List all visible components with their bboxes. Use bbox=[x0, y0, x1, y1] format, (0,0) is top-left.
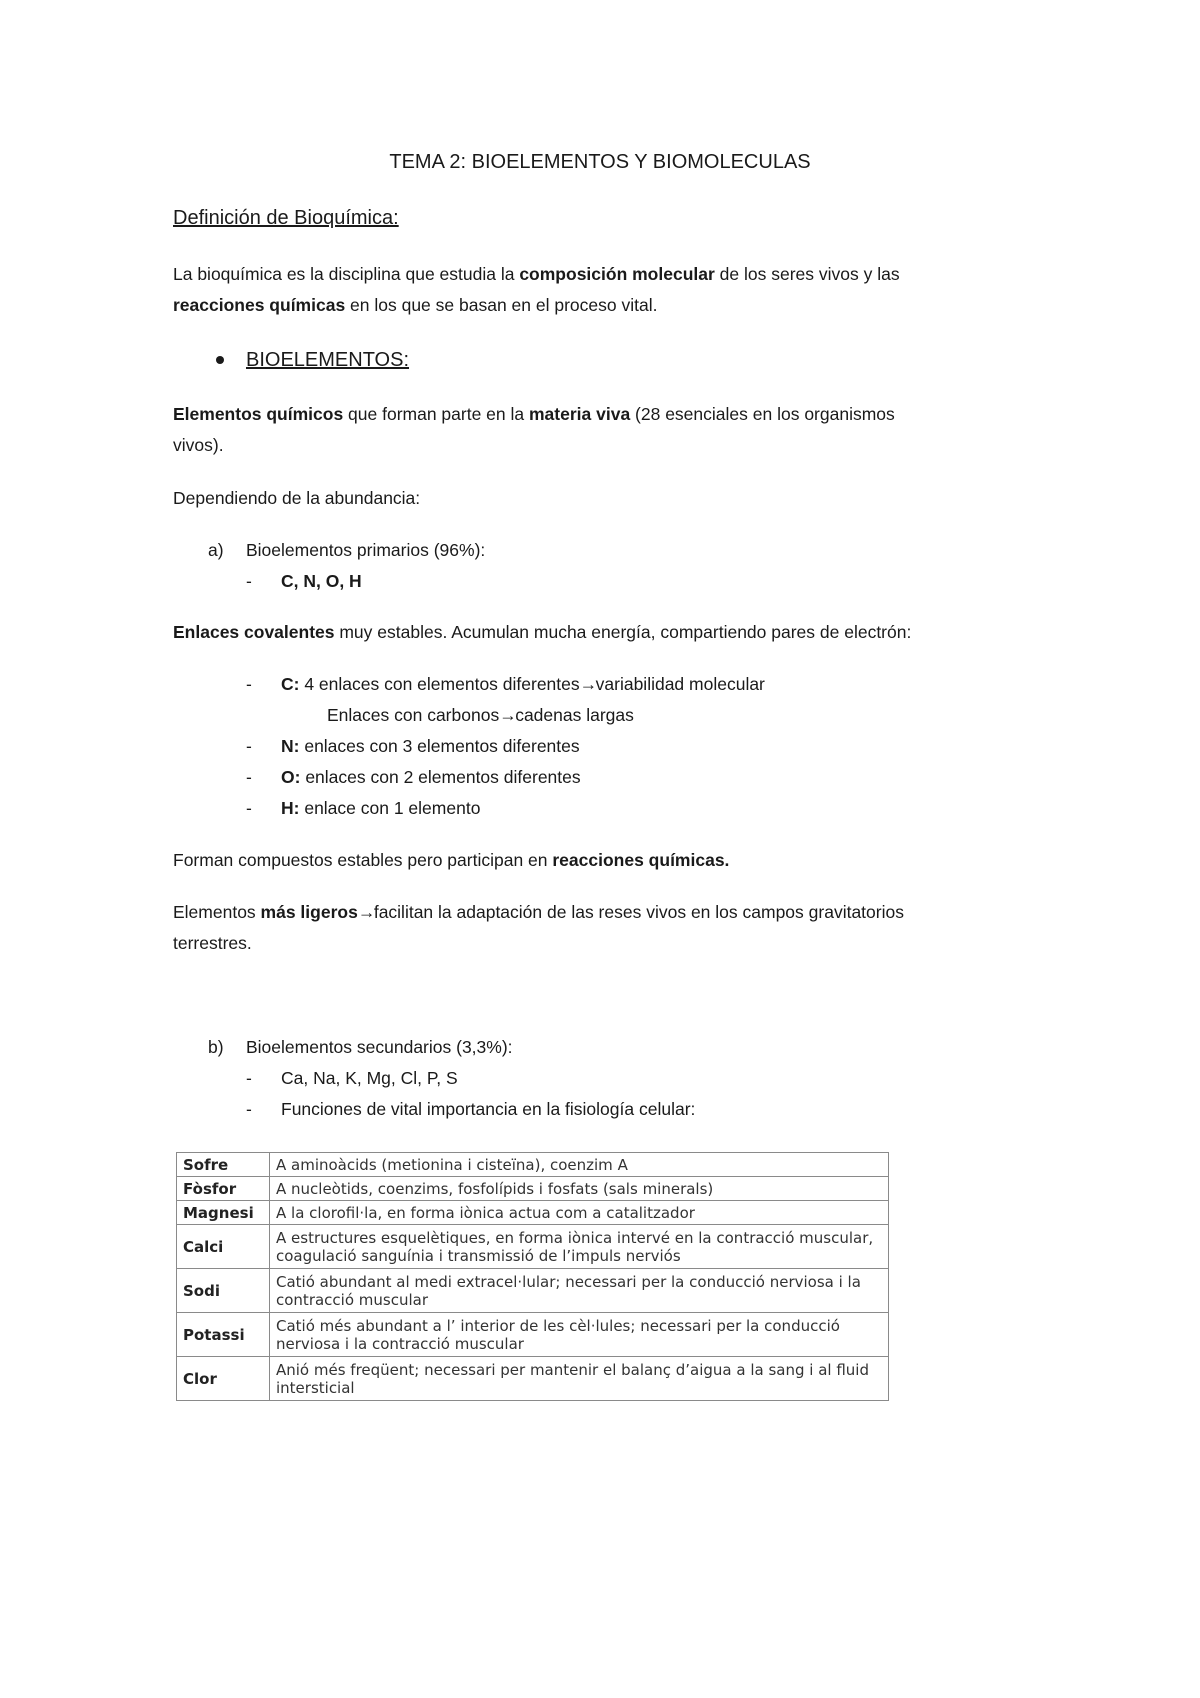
text-run: enlaces con 3 elementos diferentes bbox=[299, 736, 580, 756]
secundarios-elements: Ca, Na, K, Mg, Cl, P, S bbox=[281, 1068, 458, 1088]
table-cell-function: A nucleòtids, coenzims, fosfolípids i fosfats (sals minerals) bbox=[270, 1177, 889, 1201]
table-cell-function: A aminoàcids (metionina i cisteïna), coenzim A bbox=[270, 1153, 889, 1177]
forman-line bbox=[173, 848, 729, 872]
bioelementos-intro-line-1 bbox=[173, 402, 895, 426]
table-cell-element: Potassi bbox=[177, 1313, 270, 1357]
text-run: (28 esenciales en los organismos bbox=[630, 404, 895, 424]
text-run: 4 enlaces con elementos diferentes bbox=[299, 674, 580, 694]
bold-run: N: bbox=[281, 736, 300, 756]
text-run: de los seres vivos y las bbox=[714, 264, 900, 284]
dash-marker: - bbox=[246, 798, 252, 818]
table-cell-function: Catió abundant al medi extracel·lular; necessari per la conducció nerviosa i la contracció muscular bbox=[270, 1269, 889, 1313]
bold-run: C, N, O, H bbox=[281, 571, 362, 591]
bold-run: composición molecular bbox=[519, 264, 715, 284]
dash-marker: - bbox=[246, 1099, 252, 1119]
dash-marker: - bbox=[246, 767, 252, 787]
table-cell-function: Anió més freqüent; necessari per mantenir el balanç d’aigua a la sang i al fluid intersticial bbox=[270, 1357, 889, 1401]
text-run: variabilidad molecular bbox=[595, 674, 765, 694]
text-run: Forman compuestos estables pero participan en bbox=[173, 850, 553, 870]
bold-run: Enlaces covalentes bbox=[173, 622, 335, 642]
enlaces-covalentes-line bbox=[173, 620, 911, 644]
text-run: Enlaces con carbonos bbox=[327, 705, 500, 725]
text-run: enlaces con 2 elementos diferentes bbox=[300, 767, 581, 787]
arrow-right-icon: → bbox=[357, 902, 376, 922]
table-cell-element: Sodi bbox=[177, 1269, 270, 1313]
definition-paragraph-line-2 bbox=[173, 293, 657, 317]
bold-run: reacciones químicas. bbox=[552, 850, 730, 870]
ligeros-line-1 bbox=[173, 900, 904, 924]
secundarios-label: Bioelementos secundarios (3,3%): bbox=[246, 1037, 513, 1057]
dash-marker: - bbox=[246, 736, 252, 756]
text-run: cadenas largas bbox=[515, 705, 634, 725]
bioelements-function-table bbox=[176, 1152, 889, 1401]
bioelementos-intro-line-2: vivos). bbox=[173, 435, 224, 455]
table-row bbox=[177, 1225, 889, 1269]
table-cell-element: Fòsfor bbox=[177, 1177, 270, 1201]
list-item-oxygen bbox=[281, 765, 581, 789]
bioelementos-heading: BIOELEMENTOS: bbox=[246, 349, 410, 371]
arrow-right-icon: → bbox=[579, 674, 598, 694]
dash-marker: - bbox=[246, 1068, 252, 1088]
table-cell-function: Catió més abundant a l’ interior de les cèl·lules; necessari per la conducció nerviosa i la contracció muscular bbox=[270, 1313, 889, 1357]
text-run: en los que se basan en el proceso vital. bbox=[345, 295, 658, 315]
page-title: TEMA 2: BIOELEMENTOS Y BIOMOLECULAS bbox=[389, 151, 811, 173]
list-item-carbon bbox=[281, 672, 765, 696]
table-cell-element: Magnesi bbox=[177, 1201, 270, 1225]
ligeros-line-2: terrestres. bbox=[173, 933, 252, 953]
table-row bbox=[177, 1177, 889, 1201]
bold-run: materia viva bbox=[529, 404, 631, 424]
text-run: que forman parte en la bbox=[343, 404, 529, 424]
text-run: Elementos bbox=[173, 902, 261, 922]
table-cell-function: A estructures esquelètiques, en forma iònica intervé en la contracció muscular, coagulació sanguínia i transmissió de l’impuls nerviós bbox=[270, 1225, 889, 1269]
arrow-right-icon: → bbox=[499, 705, 517, 725]
text-run: enlace con 1 elemento bbox=[299, 798, 481, 818]
primarios-label: Bioelementos primarios (96%): bbox=[246, 540, 486, 560]
definition-paragraph-line-1 bbox=[173, 262, 900, 286]
table-cell-function: A la clorofil·la, en forma iònica actua com a catalitzador bbox=[270, 1201, 889, 1225]
list-marker-b: b) bbox=[208, 1037, 224, 1057]
list-item-hydrogen bbox=[281, 796, 480, 820]
table-cell-element: Clor bbox=[177, 1357, 270, 1401]
table-row bbox=[177, 1201, 889, 1225]
primarios-elements bbox=[281, 569, 362, 593]
bold-run: reacciones químicas bbox=[173, 295, 346, 315]
list-marker-a: a) bbox=[208, 540, 224, 560]
bold-run: C: bbox=[281, 674, 300, 694]
dash-marker: - bbox=[246, 571, 252, 591]
bold-run: H: bbox=[281, 798, 300, 818]
bullet-icon bbox=[216, 356, 224, 364]
secundarios-funciones: Funciones de vital importancia en la fisiología celular: bbox=[281, 1099, 696, 1119]
bold-run: más ligeros bbox=[260, 902, 358, 922]
bold-run: Elementos químicos bbox=[173, 404, 344, 424]
table-row bbox=[177, 1269, 889, 1313]
bold-run: O: bbox=[281, 767, 301, 787]
table-row bbox=[177, 1313, 889, 1357]
definition-heading: Definición de Bioquímica: bbox=[173, 207, 399, 229]
text-run: muy estables. Acumulan mucha energía, compartiendo pares de electrón: bbox=[334, 622, 912, 642]
list-item-nitrogen bbox=[281, 734, 580, 758]
list-item-carbon-sub bbox=[327, 703, 634, 727]
table-cell-element: Calci bbox=[177, 1225, 270, 1269]
text-run: La bioquímica es la disciplina que estudia la bbox=[173, 264, 520, 284]
table-row bbox=[177, 1153, 889, 1177]
dash-marker: - bbox=[246, 674, 252, 694]
dependiendo-text: Dependiendo de la abundancia: bbox=[173, 488, 421, 508]
table-cell-element: Sofre bbox=[177, 1153, 270, 1177]
table-row bbox=[177, 1357, 889, 1401]
text-run: facilitan la adaptación de las reses vivos en los campos gravitatorios bbox=[373, 902, 904, 922]
